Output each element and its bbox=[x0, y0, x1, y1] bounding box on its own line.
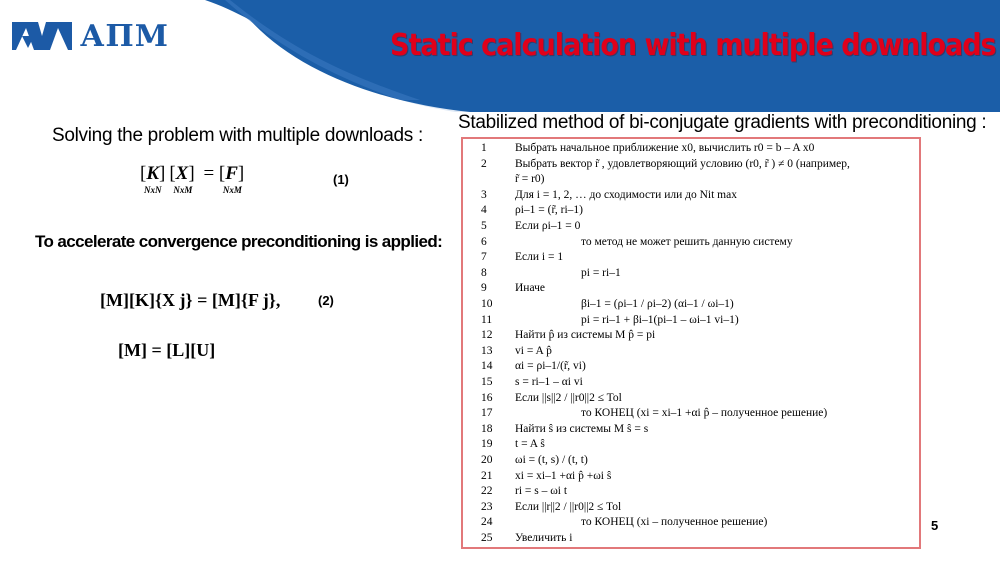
step-text: Если i = 1 bbox=[515, 251, 564, 264]
step-text: ρi–1 = (r̃, ri–1) bbox=[515, 204, 583, 217]
dim-f: NxM bbox=[222, 185, 242, 195]
problem-heading: Solving the problem with multiple downloads : bbox=[52, 125, 423, 146]
step-text: βi–1 = (ρi–1 / ρi–2) (αi–1 / ωi–1) bbox=[581, 298, 734, 310]
step-text: то КОНЕЦ (xi = xi–1 +αi p̂ – полученное решение) bbox=[581, 407, 828, 420]
step-text: Выбрать вектор r̃ , удовлетворяющий условию (r0, r̃ ) ≠ 0 (например, bbox=[515, 157, 850, 170]
step-number: 7 bbox=[481, 251, 487, 264]
equation-2: [M][K]{X j} = [M]{F j}, bbox=[100, 290, 281, 310]
step-number: 18 bbox=[481, 422, 493, 435]
equation-1: [K] NxN [X] NxM = [F] NxM bbox=[140, 163, 245, 195]
step-text: pi = ri–1 + βi–1(pi–1 – ωi–1 vi–1) bbox=[581, 313, 739, 326]
step-number: 22 bbox=[481, 485, 493, 498]
step-text: r̃ = r0) bbox=[515, 173, 545, 186]
step-text: Иначе bbox=[515, 282, 545, 295]
step-number: 10 bbox=[481, 298, 493, 310]
apm-logo-icon bbox=[12, 18, 72, 54]
step-text: ri = s – ωi t bbox=[515, 485, 568, 498]
equation-2-number: (2) bbox=[318, 293, 334, 308]
matrix-f: F bbox=[225, 163, 238, 184]
step-text: Найти p̂ из системы M p̂ = pi bbox=[515, 329, 656, 342]
step-number: 16 bbox=[481, 391, 493, 404]
step-number: 23 bbox=[481, 500, 493, 513]
step-text: Выбрать начальное приближение x0, вычислить r0 = b – A x0 bbox=[515, 142, 815, 154]
step-text: Если ||r||2 / ||r0||2 ≤ Tol bbox=[515, 500, 622, 513]
step-text: t = A ŝ bbox=[515, 438, 545, 451]
step-text: то КОНЕЦ (xi – полученное решение) bbox=[581, 516, 768, 529]
step-text: то метод не может решить данную систему bbox=[581, 235, 793, 248]
step-text: Если ||s||2 / ||r0||2 ≤ Tol bbox=[515, 391, 622, 404]
step-number: 15 bbox=[481, 376, 493, 388]
dim-k: NxN bbox=[144, 185, 162, 195]
step-text: Для i = 1, 2, … до сходимости или до Nit max bbox=[515, 188, 737, 201]
step-number: 8 bbox=[481, 266, 487, 279]
matrix-k: K bbox=[146, 163, 160, 184]
logo-text: АПМ bbox=[80, 18, 169, 54]
step-text: αi = ρi–1/(r̃, vi) bbox=[515, 360, 586, 373]
step-number: 13 bbox=[481, 344, 493, 357]
step-text: vi = A p̂ bbox=[515, 344, 552, 357]
step-number: 14 bbox=[481, 360, 493, 373]
step-number: 25 bbox=[481, 532, 493, 544]
dim-x: NxM bbox=[173, 185, 193, 195]
slide-title: Static calculation with multiple downloads bbox=[390, 28, 996, 63]
step-number: 9 bbox=[481, 282, 487, 295]
step-text: xi = xi–1 +αi p̂ +ωi ŝ bbox=[515, 469, 612, 482]
step-text: Если ρi–1 = 0 bbox=[515, 220, 581, 232]
step-text: ωi = (t, s) / (t, t) bbox=[515, 454, 588, 466]
step-number: 24 bbox=[481, 516, 493, 529]
step-number: 2 bbox=[481, 157, 487, 170]
apm-logo bbox=[12, 18, 169, 54]
matrix-x: X bbox=[175, 163, 189, 184]
step-number: 21 bbox=[481, 469, 493, 482]
step-text: Найти ŝ из системы M ŝ = s bbox=[515, 422, 649, 435]
step-number: 5 bbox=[481, 220, 487, 232]
step-number: 1 bbox=[481, 142, 487, 154]
step-text: s = ri–1 – αi vi bbox=[515, 376, 583, 388]
step-number: 3 bbox=[481, 188, 487, 201]
step-text: pi = ri–1 bbox=[581, 266, 621, 279]
preconditioning-heading: To accelerate convergence preconditioning is applied: bbox=[35, 232, 443, 251]
step-number: 20 bbox=[481, 454, 493, 466]
step-number: 4 bbox=[481, 204, 487, 217]
algorithm-heading: Stabilized method of bi-conjugate gradients with preconditioning : bbox=[458, 112, 987, 133]
step-number: 12 bbox=[481, 329, 493, 342]
step-number: 6 bbox=[481, 235, 487, 248]
step-text: Увеличить i bbox=[515, 532, 573, 544]
equation-1-number: (1) bbox=[333, 172, 349, 187]
step-number: 19 bbox=[481, 438, 493, 451]
equation-3: [M] = [L][U] bbox=[118, 340, 216, 360]
step-number: 11 bbox=[481, 313, 493, 326]
algorithm-box bbox=[461, 137, 921, 549]
page-number: 5 bbox=[931, 518, 939, 533]
step-number: 17 bbox=[481, 407, 493, 420]
